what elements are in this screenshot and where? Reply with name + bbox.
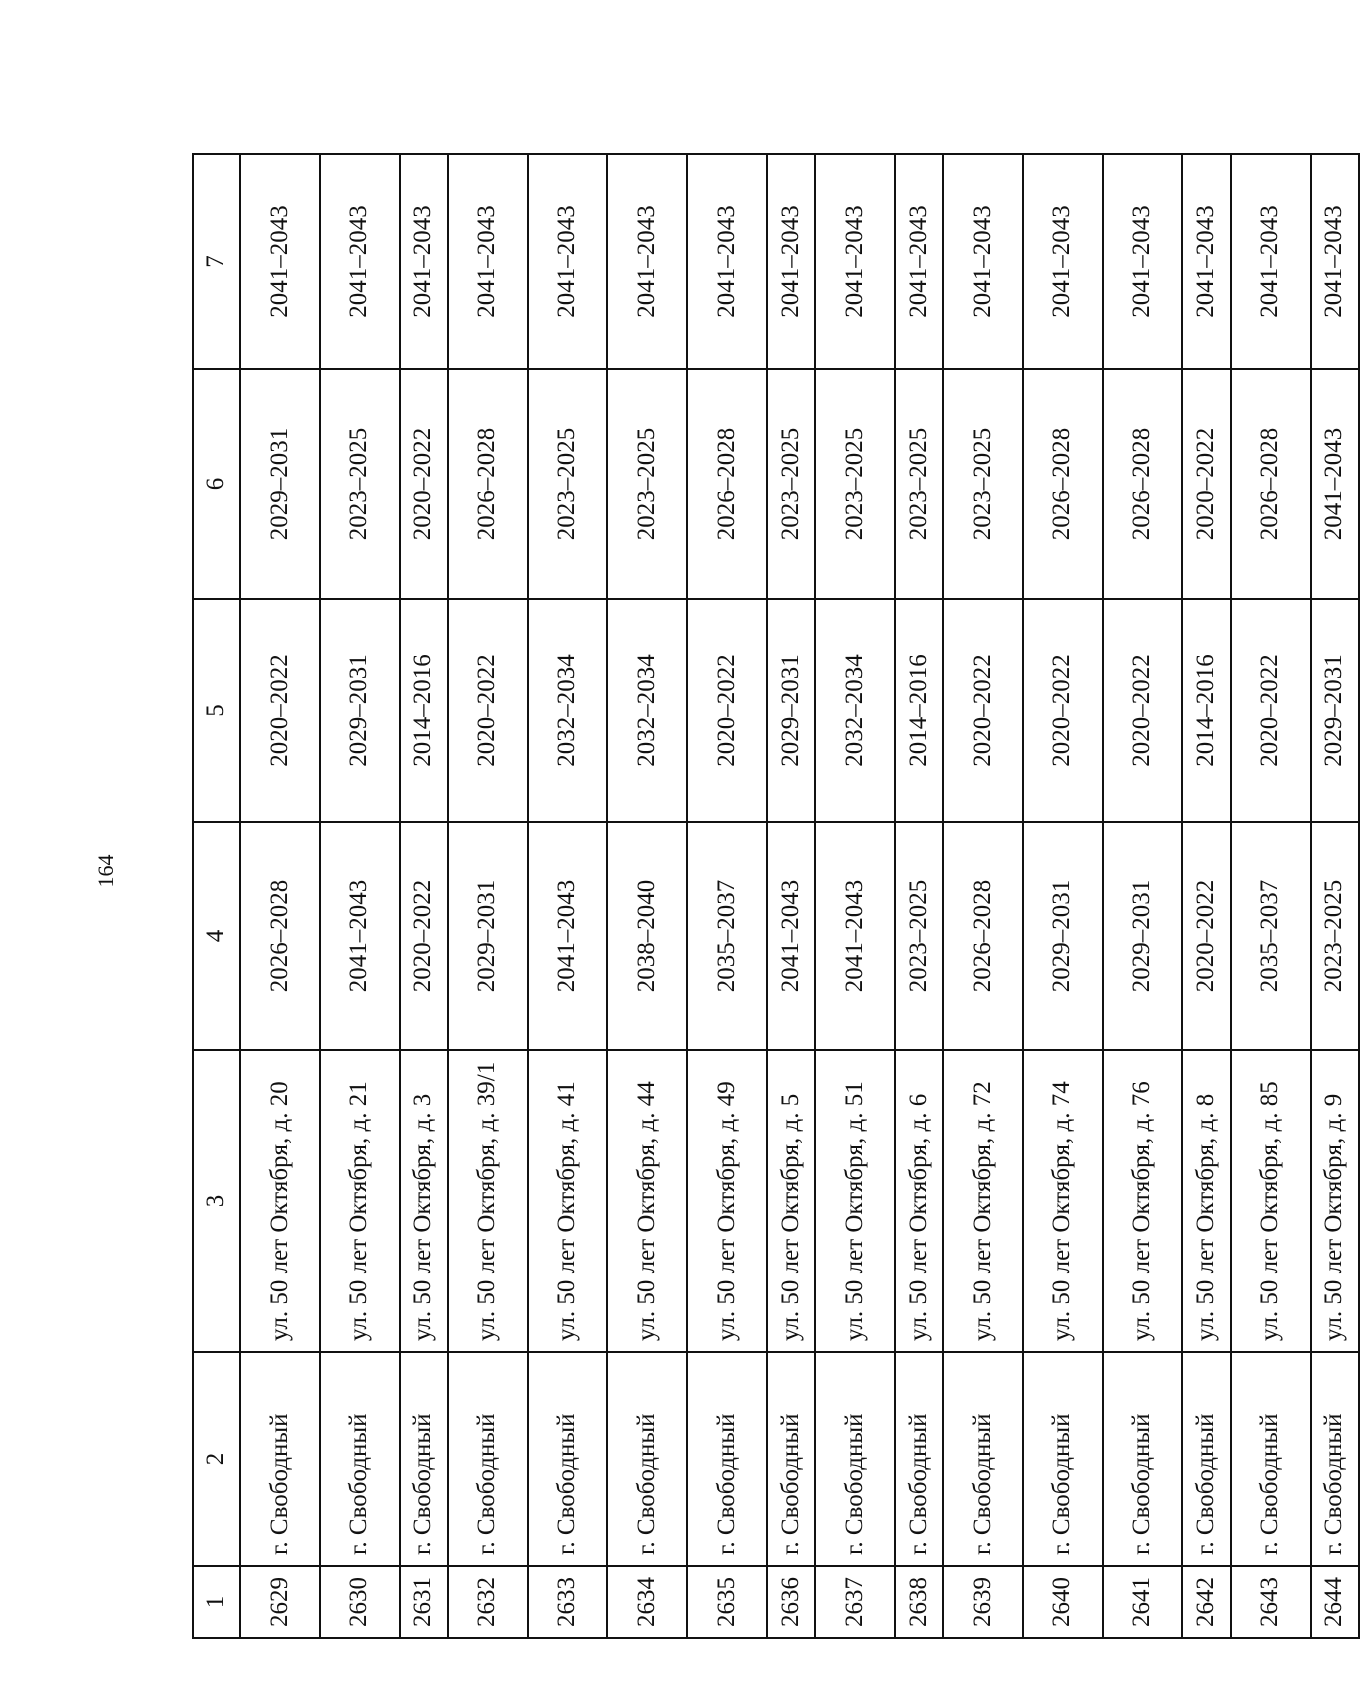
period-cell-col6: 2023–2025 (607, 369, 687, 599)
period-cell-col4: 2038–2040 (607, 822, 687, 1050)
address-cell: ул. 50 лет Октября, д. 20 (240, 1050, 320, 1352)
row-number-cell: 2641 (1103, 1566, 1183, 1638)
city-cell: г. Свободный (767, 1352, 815, 1566)
period-cell-col7: 2041–2043 (607, 154, 687, 369)
period-cell-col5: 2032–2034 (607, 599, 687, 822)
city-cell: г. Свободный (448, 1352, 528, 1566)
period-cell-col5: 2020–2022 (1103, 599, 1183, 822)
city-cell: г. Свободный (240, 1352, 320, 1566)
address-cell: ул. 50 лет Октября, д. 44 (607, 1050, 687, 1352)
table-row (687, 154, 767, 1638)
period-cell-col5: 2020–2022 (943, 599, 1023, 822)
period-cell-col6: 2023–2025 (528, 369, 608, 599)
table-body (193, 154, 1359, 1638)
period-cell-col4: 2029–2031 (1103, 822, 1183, 1050)
period-cell-col5: 2020–2022 (687, 599, 767, 822)
period-cell-col5: 2014–2016 (400, 599, 448, 822)
table-row (448, 154, 528, 1638)
period-cell-col4: 2026–2028 (943, 822, 1023, 1050)
table-row (943, 154, 1023, 1638)
period-cell-col7: 2041–2043 (1182, 154, 1230, 369)
period-cell-col5: 2020–2022 (1231, 599, 1311, 822)
period-cell-col4: 2041–2043 (815, 822, 895, 1050)
column-header: 1 (193, 1566, 240, 1638)
period-cell-col7: 2041–2043 (240, 154, 320, 369)
period-cell-col7: 2041–2043 (528, 154, 608, 369)
period-cell-col6: 2023–2025 (815, 369, 895, 599)
period-cell-col5: 2014–2016 (895, 599, 943, 822)
period-cell-col5: 2029–2031 (1311, 599, 1359, 822)
address-cell: ул. 50 лет Октября, д. 9 (1311, 1050, 1359, 1352)
period-cell-col4: 2041–2043 (767, 822, 815, 1050)
row-number-cell: 2636 (767, 1566, 815, 1638)
address-cell: ул. 50 лет Октября, д. 3 (400, 1050, 448, 1352)
table-row (767, 154, 815, 1638)
period-cell-col7: 2041–2043 (1103, 154, 1183, 369)
period-cell-col4: 2035–2037 (1231, 822, 1311, 1050)
registry-table (192, 153, 1360, 1639)
column-header: 7 (193, 154, 240, 369)
city-cell: г. Свободный (1182, 1352, 1230, 1566)
row-number-cell: 2629 (240, 1566, 320, 1638)
address-cell: ул. 50 лет Октября, д. 5 (767, 1050, 815, 1352)
city-cell: г. Свободный (1311, 1352, 1359, 1566)
row-number-cell: 2635 (687, 1566, 767, 1638)
row-number-cell: 2638 (895, 1566, 943, 1638)
table-row (1231, 154, 1311, 1638)
row-number-cell: 2637 (815, 1566, 895, 1638)
period-cell-col4: 2023–2025 (895, 822, 943, 1050)
period-cell-col6: 2023–2025 (767, 369, 815, 599)
period-cell-col5: 2029–2031 (320, 599, 400, 822)
period-cell-col5: 2032–2034 (528, 599, 608, 822)
period-cell-col5: 2032–2034 (815, 599, 895, 822)
table-row (607, 154, 687, 1638)
city-cell: г. Свободный (1023, 1352, 1103, 1566)
period-cell-col7: 2041–2043 (687, 154, 767, 369)
rotated-table-container (192, 155, 1360, 1639)
column-header: 3 (193, 1050, 240, 1352)
period-cell-col4: 2029–2031 (448, 822, 528, 1050)
column-header: 5 (193, 599, 240, 822)
address-cell: ул. 50 лет Октября, д. 51 (815, 1050, 895, 1352)
city-cell: г. Свободный (815, 1352, 895, 1566)
period-cell-col6: 2026–2028 (1023, 369, 1103, 599)
period-cell-col5: 2029–2031 (767, 599, 815, 822)
row-number-cell: 2642 (1182, 1566, 1230, 1638)
city-cell: г. Свободный (528, 1352, 608, 1566)
address-cell: ул. 50 лет Октября, д. 76 (1103, 1050, 1183, 1352)
period-cell-col4: 2020–2022 (1182, 822, 1230, 1050)
row-number-cell: 2633 (528, 1566, 608, 1638)
period-cell-col4: 2026–2028 (240, 822, 320, 1050)
table-header-row (193, 154, 240, 1638)
table-row (240, 154, 320, 1638)
period-cell-col7: 2041–2043 (1231, 154, 1311, 369)
column-header: 2 (193, 1352, 240, 1566)
city-cell: г. Свободный (400, 1352, 448, 1566)
period-cell-col6: 2020–2022 (400, 369, 448, 599)
period-cell-col5: 2020–2022 (1023, 599, 1103, 822)
page-number: 164 (93, 854, 118, 888)
city-cell: г. Свободный (320, 1352, 400, 1566)
period-cell-col4: 2023–2025 (1311, 822, 1359, 1050)
period-cell-col6: 2023–2025 (320, 369, 400, 599)
period-cell-col6: 2026–2028 (448, 369, 528, 599)
period-cell-col5: 2014–2016 (1182, 599, 1230, 822)
period-cell-col4: 2041–2043 (320, 822, 400, 1050)
period-cell-col7: 2041–2043 (815, 154, 895, 369)
row-number-cell: 2631 (400, 1566, 448, 1638)
period-cell-col4: 2035–2037 (687, 822, 767, 1050)
address-cell: ул. 50 лет Октября, д. 8 (1182, 1050, 1230, 1352)
table-row (895, 154, 943, 1638)
table-row (1103, 154, 1183, 1638)
address-cell: ул. 50 лет Октября, д. 41 (528, 1050, 608, 1352)
table-row (400, 154, 448, 1638)
table-row (815, 154, 895, 1638)
city-cell: г. Свободный (943, 1352, 1023, 1566)
row-number-cell: 2632 (448, 1566, 528, 1638)
address-cell: ул. 50 лет Октября, д. 6 (895, 1050, 943, 1352)
address-cell: ул. 50 лет Октября, д. 74 (1023, 1050, 1103, 1352)
period-cell-col7: 2041–2043 (767, 154, 815, 369)
table-row (1182, 154, 1230, 1638)
period-cell-col4: 2041–2043 (528, 822, 608, 1050)
table-row (1023, 154, 1103, 1638)
period-cell-col5: 2020–2022 (448, 599, 528, 822)
period-cell-col7: 2041–2043 (943, 154, 1023, 369)
row-number-cell: 2639 (943, 1566, 1023, 1638)
period-cell-col7: 2041–2043 (400, 154, 448, 369)
column-header: 6 (193, 369, 240, 599)
address-cell: ул. 50 лет Октября, д. 85 (1231, 1050, 1311, 1352)
period-cell-col6: 2023–2025 (943, 369, 1023, 599)
row-number-cell: 2634 (607, 1566, 687, 1638)
period-cell-col6: 2023–2025 (895, 369, 943, 599)
table-row (1311, 154, 1359, 1638)
period-cell-col4: 2020–2022 (400, 822, 448, 1050)
address-cell: ул. 50 лет Октября, д. 72 (943, 1050, 1023, 1352)
period-cell-col4: 2029–2031 (1023, 822, 1103, 1050)
period-cell-col6: 2041–2043 (1311, 369, 1359, 599)
period-cell-col6: 2026–2028 (1231, 369, 1311, 599)
city-cell: г. Свободный (1231, 1352, 1311, 1566)
address-cell: ул. 50 лет Октября, д. 39/1 (448, 1050, 528, 1352)
period-cell-col5: 2020–2022 (240, 599, 320, 822)
period-cell-col6: 2026–2028 (687, 369, 767, 599)
row-number-cell: 2630 (320, 1566, 400, 1638)
period-cell-col6: 2020–2022 (1182, 369, 1230, 599)
row-number-cell: 2640 (1023, 1566, 1103, 1638)
period-cell-col6: 2029–2031 (240, 369, 320, 599)
table-row (528, 154, 608, 1638)
city-cell: г. Свободный (1103, 1352, 1183, 1566)
period-cell-col7: 2041–2043 (1311, 154, 1359, 369)
period-cell-col6: 2026–2028 (1103, 369, 1183, 599)
address-cell: ул. 50 лет Октября, д. 49 (687, 1050, 767, 1352)
city-cell: г. Свободный (607, 1352, 687, 1566)
column-header: 4 (193, 822, 240, 1050)
city-cell: г. Свободный (687, 1352, 767, 1566)
period-cell-col7: 2041–2043 (320, 154, 400, 369)
row-number-cell: 2644 (1311, 1566, 1359, 1638)
row-number-cell: 2643 (1231, 1566, 1311, 1638)
city-cell: г. Свободный (895, 1352, 943, 1566)
period-cell-col7: 2041–2043 (448, 154, 528, 369)
period-cell-col7: 2041–2043 (895, 154, 943, 369)
address-cell: ул. 50 лет Октября, д. 21 (320, 1050, 400, 1352)
table-row (320, 154, 400, 1638)
period-cell-col7: 2041–2043 (1023, 154, 1103, 369)
